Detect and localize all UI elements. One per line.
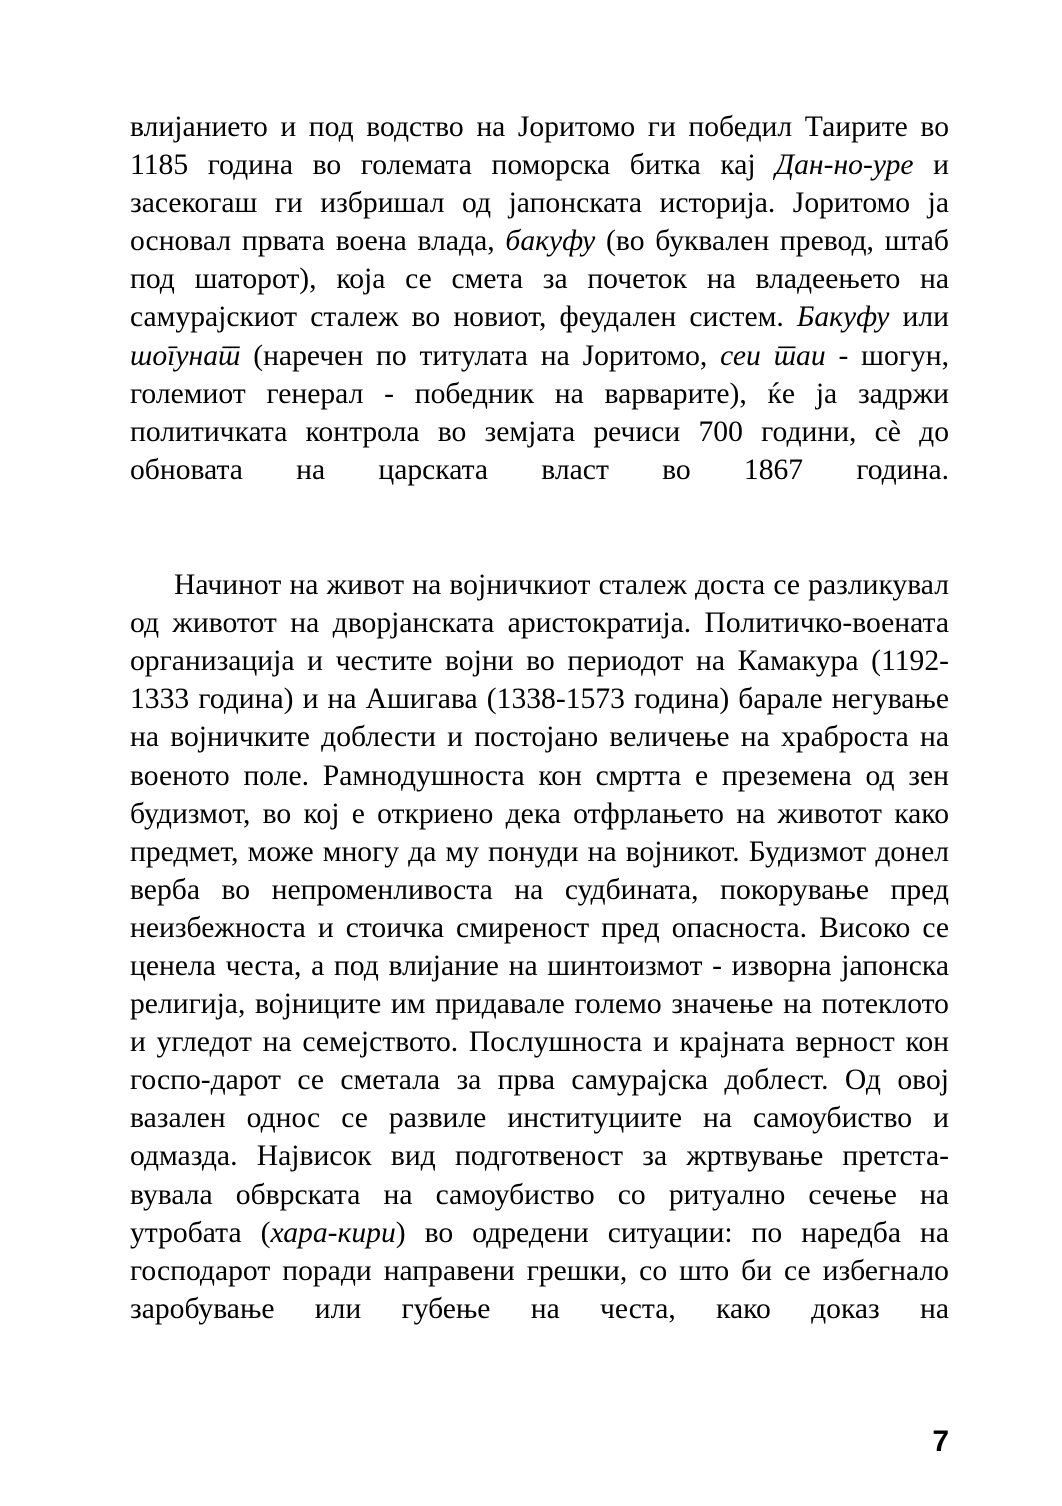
paragraph-1	[130, 108, 949, 527]
text-run: (наречен по титулата на Јоритомо,	[240, 339, 721, 372]
text-run: или	[889, 301, 949, 334]
text-run: - шогун, големиот генерал - победник на варварите), ќе ја задржи политичката контрола во земјата речиси 700 години, сѐ до обновата на царската власт во 1867 година.	[130, 339, 949, 486]
paragraph-2	[130, 566, 949, 1366]
text-run: ) во одредени ситуации: по наредба на господарот поради направени грешки, со што би се избегнало заробување или губење на честа, како доказ на	[130, 1216, 949, 1325]
italic-term: хара-кири	[270, 1216, 396, 1249]
italic-term: Дан-но-уре	[775, 149, 914, 182]
italic-term: сеи таи	[720, 339, 826, 372]
text-run: Начинот на живот на војничкиот сталеж доста се разликувал од животот на дворјанската аристократија. Политичко-воената организација и честите војни во периодот на Камакура (1192-1333 година) и на Ашигава (1338-1573 година) барале негување на војничките доблести и постојано величење на храброста на военото поле. Рамнодушноста кон смртта е преземена од зен будизмот, во кој е откриено дека отфрлањето на животот како предмет, може многу да му понуди на војникот. Будизмот донел верба во непроменливоста на судбината, покорување пред неизбежноста и стоичка смиреност пред опасноста. Високо се ценела честа, а под влијание на шинтоизмот - изворна јапонска религија, војниците им придавале големо значење на потеклото и угледот на семејството. Послушноста и крајната верност кон госпо-дарот се сметала за прва самурајска доблест. Од овој вазален однос се развиле институциите на самоубиство и одмазда. Највисок вид подготвеност за жртвување претста-вувала обврската на самоубиство со ритуално сечење на утробата (	[130, 569, 949, 1249]
italic-term: шогунат	[130, 339, 241, 372]
text-run: и засекогаш ги избришал од јапонската историја. Јоритомо ја основал првата воена влада,	[130, 149, 949, 258]
text-run: (во буквален превод, штаб под шаторот), која се смета за почеток на владеењето на самурајскиот сталеж во новиот, феудален систем.	[130, 225, 949, 334]
text-run: влијанието и под водство на Јоритомо ги победил Таирите во 1185 година во големата поморска битка кај	[130, 111, 949, 182]
page-number: 7	[932, 1425, 949, 1458]
italic-term: Бакуфу	[796, 301, 890, 334]
paragraph-spacer	[130, 527, 949, 566]
text-column	[130, 108, 949, 1366]
italic-term: бакуфу	[505, 225, 596, 258]
